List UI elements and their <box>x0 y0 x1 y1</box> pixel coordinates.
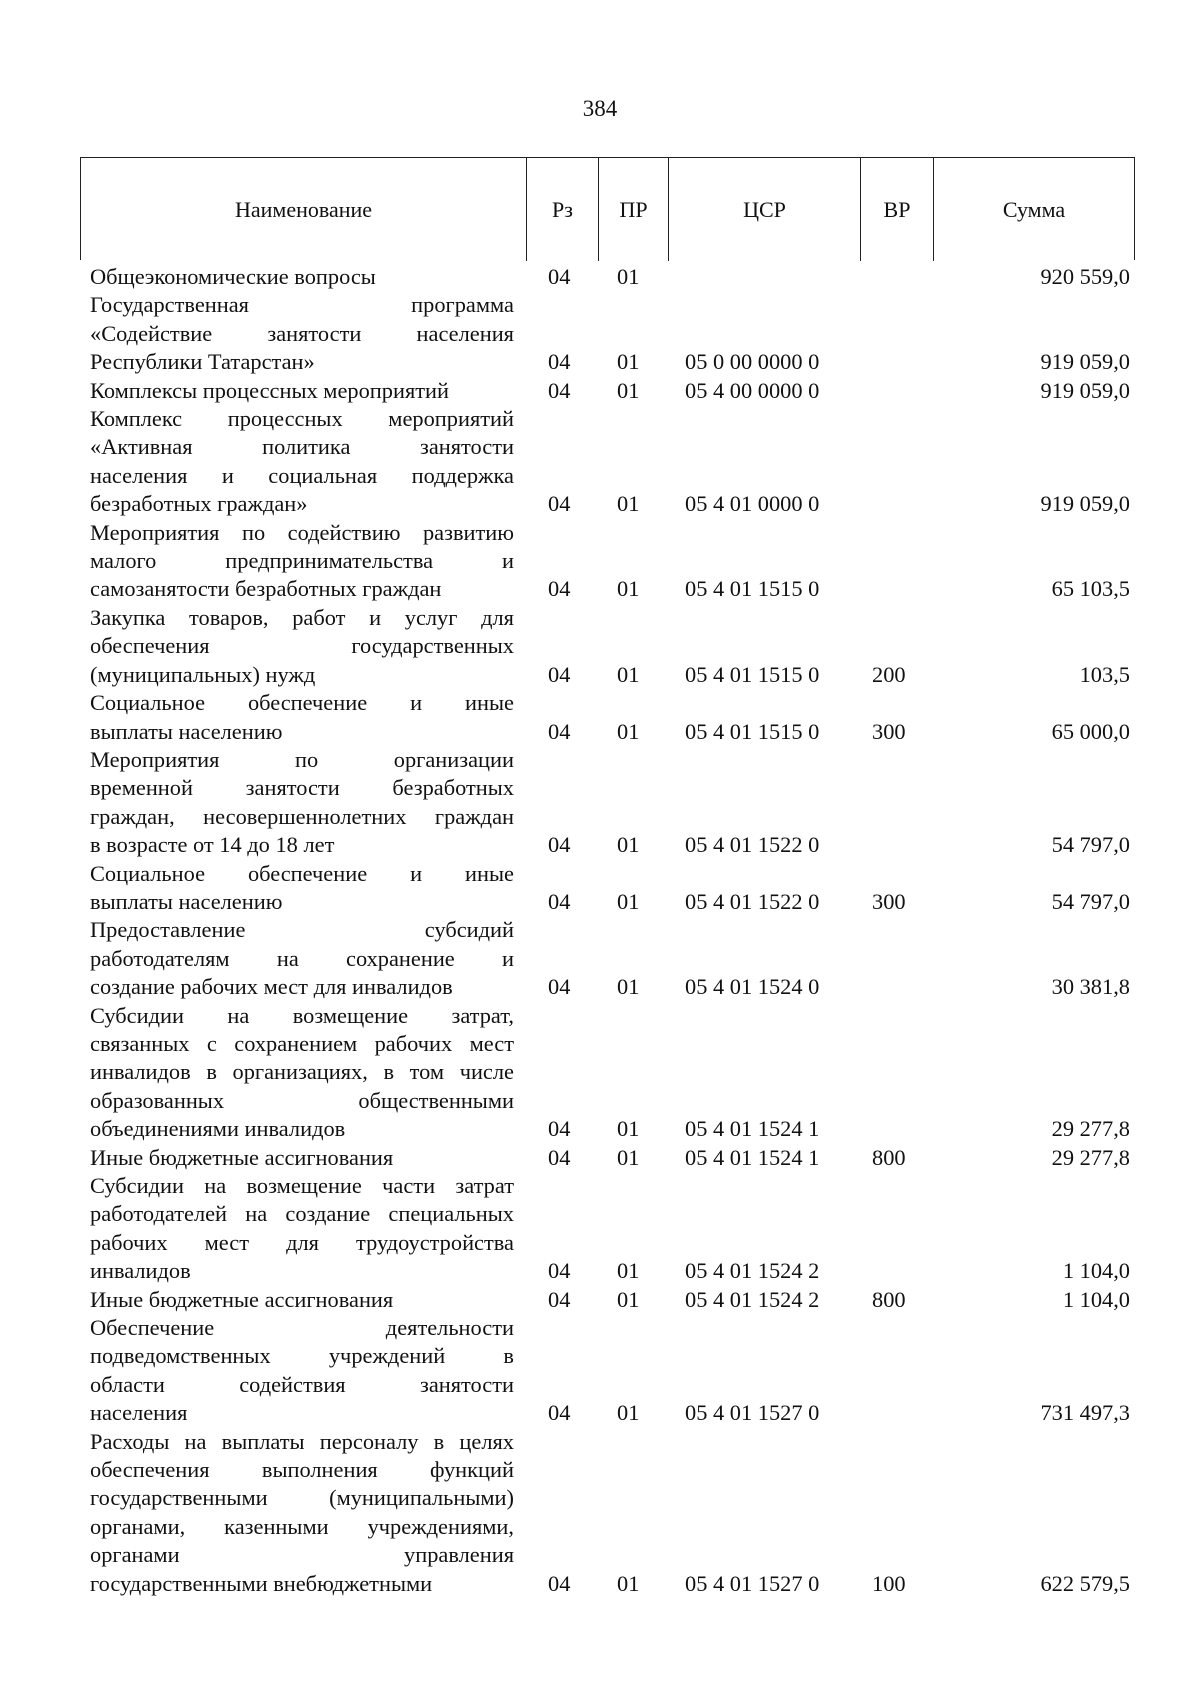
row-name-line: Комплексы процессных мероприятий <box>90 377 450 403</box>
table-row <box>90 291 1130 376</box>
row-csr: 05 4 01 1522 0 <box>685 888 820 914</box>
row-pr: 01 <box>617 1400 640 1426</box>
row-name-line: инвалидов в организациях, в том числе <box>90 1059 514 1085</box>
row-csr: 05 0 00 0000 0 <box>685 349 820 375</box>
row-sum: 920 559,0 <box>1040 264 1130 289</box>
row-sum: 919 059,0 <box>1040 377 1130 403</box>
row-name-line: Предоставление субсидий <box>90 917 514 943</box>
row-name-line: малого предпринимательства и <box>90 548 514 574</box>
table-row <box>90 1428 1130 1598</box>
row-csr: 05 4 01 1527 0 <box>685 1400 820 1426</box>
row-name-line: «Активная политика занятости <box>90 434 514 460</box>
row-name-line: Расходы на выплаты персоналу в целях <box>90 1428 514 1454</box>
row-pr: 01 <box>617 264 640 289</box>
row-name-line: Социальное обеспечение и иные <box>90 860 514 886</box>
table-row <box>90 746 1130 860</box>
row-rz: 04 <box>548 1258 571 1284</box>
row-csr: 05 4 01 1524 1 <box>685 1144 820 1170</box>
row-pr: 01 <box>617 888 640 914</box>
row-sum: 54 797,0 <box>1051 832 1130 858</box>
row-pr: 01 <box>617 832 640 858</box>
row-rz: 04 <box>548 974 571 1000</box>
row-sum: 65 103,5 <box>1051 576 1130 602</box>
row-pr: 01 <box>617 377 640 403</box>
row-pr: 01 <box>617 1570 640 1596</box>
row-csr: 05 4 01 1524 2 <box>685 1258 820 1284</box>
table-row <box>90 860 1130 917</box>
row-pr: 01 <box>617 974 640 1000</box>
row-name-line: Субсидии на возмещение затрат, <box>90 1002 514 1028</box>
table-row <box>90 604 1130 689</box>
row-sum: 919 059,0 <box>1040 349 1130 375</box>
row-name-line: обеспечения выполнения функций <box>90 1457 514 1483</box>
row-name <box>90 1428 514 1598</box>
row-name <box>90 263 514 291</box>
row-pr: 01 <box>617 1144 640 1170</box>
table-body <box>90 263 1130 1598</box>
row-pr: 01 <box>617 576 640 602</box>
row-vr: 300 <box>872 718 906 744</box>
table-row <box>90 1144 1130 1172</box>
row-name-line: Субсидии на возмещение части затрат <box>90 1173 514 1198</box>
row-vr: 800 <box>872 1144 906 1170</box>
table-row <box>90 405 1130 519</box>
row-name-line: Государственная программа <box>90 292 514 318</box>
row-pr: 01 <box>617 718 640 744</box>
row-sum: 30 381,8 <box>1051 974 1130 1000</box>
table-row <box>90 519 1130 604</box>
row-name-line: инвалидов <box>90 1258 191 1284</box>
row-name-line: объединениями инвалидов <box>90 1116 346 1142</box>
row-rz: 04 <box>548 1400 571 1426</box>
row-name-line: Иные бюджетные ассигнования <box>90 1286 394 1312</box>
page-number: 384 <box>582 96 618 121</box>
table-row <box>90 1172 1130 1286</box>
row-name <box>90 860 514 917</box>
row-csr: 05 4 01 0000 0 <box>685 491 820 517</box>
row-csr: 05 4 01 1524 2 <box>685 1286 820 1312</box>
row-vr: 200 <box>872 661 906 687</box>
row-name-line: безработных граждан» <box>90 491 308 517</box>
row-name-line: Иные бюджетные ассигнования <box>90 1144 394 1170</box>
row-name-line: населения и социальная поддержка <box>90 462 514 488</box>
row-sum: 65 000,0 <box>1051 718 1130 744</box>
row-name-line: (муниципальных) нужд <box>90 661 316 687</box>
row-name-line: Закупка товаров, работ и услуг для <box>90 604 514 630</box>
row-name-line: Общеэкономические вопросы <box>90 264 376 289</box>
row-rz: 04 <box>548 349 571 375</box>
row-name-line: Социальное обеспечение и иные <box>90 690 514 716</box>
row-pr: 01 <box>617 491 640 517</box>
header-vr: ВР <box>861 158 934 261</box>
row-name-line: работодателей на создание специальных <box>90 1201 514 1227</box>
row-name <box>90 1144 514 1172</box>
row-name-line: Обеспечение деятельности <box>90 1315 514 1341</box>
row-pr: 01 <box>617 661 640 687</box>
row-name-line: выплаты населению <box>90 718 283 744</box>
row-name-line: выплаты населению <box>90 888 283 914</box>
row-name <box>90 1172 514 1286</box>
table-row <box>90 1002 1130 1144</box>
row-rz: 04 <box>548 1570 571 1596</box>
table-row <box>90 263 1130 291</box>
row-vr: 100 <box>872 1570 906 1596</box>
row-name <box>90 916 514 1001</box>
row-name-line: граждан, несовершеннолетних граждан <box>90 803 514 829</box>
header-pr: ПР <box>599 158 669 261</box>
row-csr: 05 4 01 1524 0 <box>685 974 820 1000</box>
header-csr: ЦСР <box>669 158 861 261</box>
row-name-line: временной занятости безработных <box>90 775 514 801</box>
header-name: Наименование <box>81 158 527 261</box>
row-rz: 04 <box>548 1144 571 1170</box>
row-name <box>90 1314 514 1428</box>
row-vr: 300 <box>872 888 906 914</box>
row-name-line: Мероприятия по содействию развитию <box>90 519 514 545</box>
row-sum: 29 277,8 <box>1051 1116 1130 1142</box>
row-rz: 04 <box>548 576 571 602</box>
row-name-line: обеспечения государственных <box>90 633 514 659</box>
header-sum: Сумма <box>1002 196 1066 222</box>
row-name <box>90 519 514 604</box>
row-rz: 04 <box>548 264 571 289</box>
row-name-line: рабочих мест для трудоустройства <box>90 1229 514 1255</box>
row-pr: 01 <box>617 349 640 375</box>
row-name-line: связанных с сохранением рабочих мест <box>90 1030 514 1056</box>
table-row <box>90 1314 1130 1428</box>
row-name <box>90 689 514 746</box>
row-name <box>90 291 514 376</box>
row-name-line: Республики Татарстан» <box>90 349 315 375</box>
row-csr: 05 4 01 1515 0 <box>685 661 820 687</box>
row-rz: 04 <box>548 888 571 914</box>
row-sum: 54 797,0 <box>1051 888 1130 914</box>
row-csr: 05 4 01 1524 1 <box>685 1116 820 1142</box>
row-name <box>90 405 514 519</box>
row-name-line: Комплекс процессных мероприятий <box>90 406 514 432</box>
row-name-line: Мероприятия по организации <box>90 746 514 772</box>
table-row <box>90 1286 1130 1314</box>
row-name <box>90 746 514 860</box>
row-sum: 1 104,0 <box>1062 1286 1130 1312</box>
row-pr: 01 <box>617 1286 640 1312</box>
row-name-line: «Содействие занятости населения <box>90 320 514 346</box>
row-rz: 04 <box>548 718 571 744</box>
row-sum: 103,5 <box>1079 661 1130 687</box>
row-name-line: подведомственных учреждений в <box>90 1343 514 1369</box>
row-rz: 04 <box>548 832 571 858</box>
row-csr: 05 4 01 1527 0 <box>685 1570 820 1596</box>
row-name-line: органами управления <box>90 1542 514 1568</box>
row-pr: 01 <box>617 1258 640 1284</box>
row-name-line: самозанятости безработных граждан <box>90 576 442 602</box>
row-sum: 919 059,0 <box>1040 491 1130 517</box>
row-name <box>90 1286 514 1314</box>
row-name-line: образованных общественными <box>90 1087 514 1113</box>
row-name-line: населения <box>90 1400 188 1426</box>
row-sum: 1 104,0 <box>1062 1258 1130 1284</box>
row-sum: 29 277,8 <box>1051 1144 1130 1170</box>
row-csr: 05 4 00 0000 0 <box>685 377 820 403</box>
row-pr: 01 <box>617 1116 640 1142</box>
table-header <box>80 157 1135 260</box>
row-rz: 04 <box>548 1116 571 1142</box>
row-sum: 731 497,3 <box>1040 1400 1130 1426</box>
row-name-line: создание рабочих мест для инвалидов <box>90 974 453 1000</box>
row-csr: 05 4 01 1515 0 <box>685 576 820 602</box>
row-name-line: государственными (муниципальными) <box>90 1485 514 1511</box>
table-row <box>90 916 1130 1001</box>
row-rz: 04 <box>548 377 571 403</box>
row-name-line: области содействия занятости <box>90 1371 514 1397</box>
row-rz: 04 <box>548 661 571 687</box>
row-rz: 04 <box>548 491 571 517</box>
row-sum: 622 579,5 <box>1040 1570 1130 1596</box>
table-row <box>90 689 1130 746</box>
row-name <box>90 604 514 689</box>
table-row <box>90 377 1130 405</box>
header-rz: Рз <box>527 158 599 261</box>
row-name-line: органами, казенными учреждениями, <box>90 1513 514 1539</box>
row-name <box>90 1002 514 1144</box>
row-name <box>90 377 514 405</box>
row-name-line: в возрасте от 14 до 18 лет <box>90 832 335 858</box>
row-vr: 800 <box>872 1286 906 1312</box>
row-name-line: государственными внебюджетными <box>90 1570 433 1596</box>
row-csr: 05 4 01 1522 0 <box>685 832 820 858</box>
row-name-line: работодателям на сохранение и <box>90 945 514 971</box>
row-rz: 04 <box>548 1286 571 1312</box>
row-csr: 05 4 01 1515 0 <box>685 718 820 744</box>
